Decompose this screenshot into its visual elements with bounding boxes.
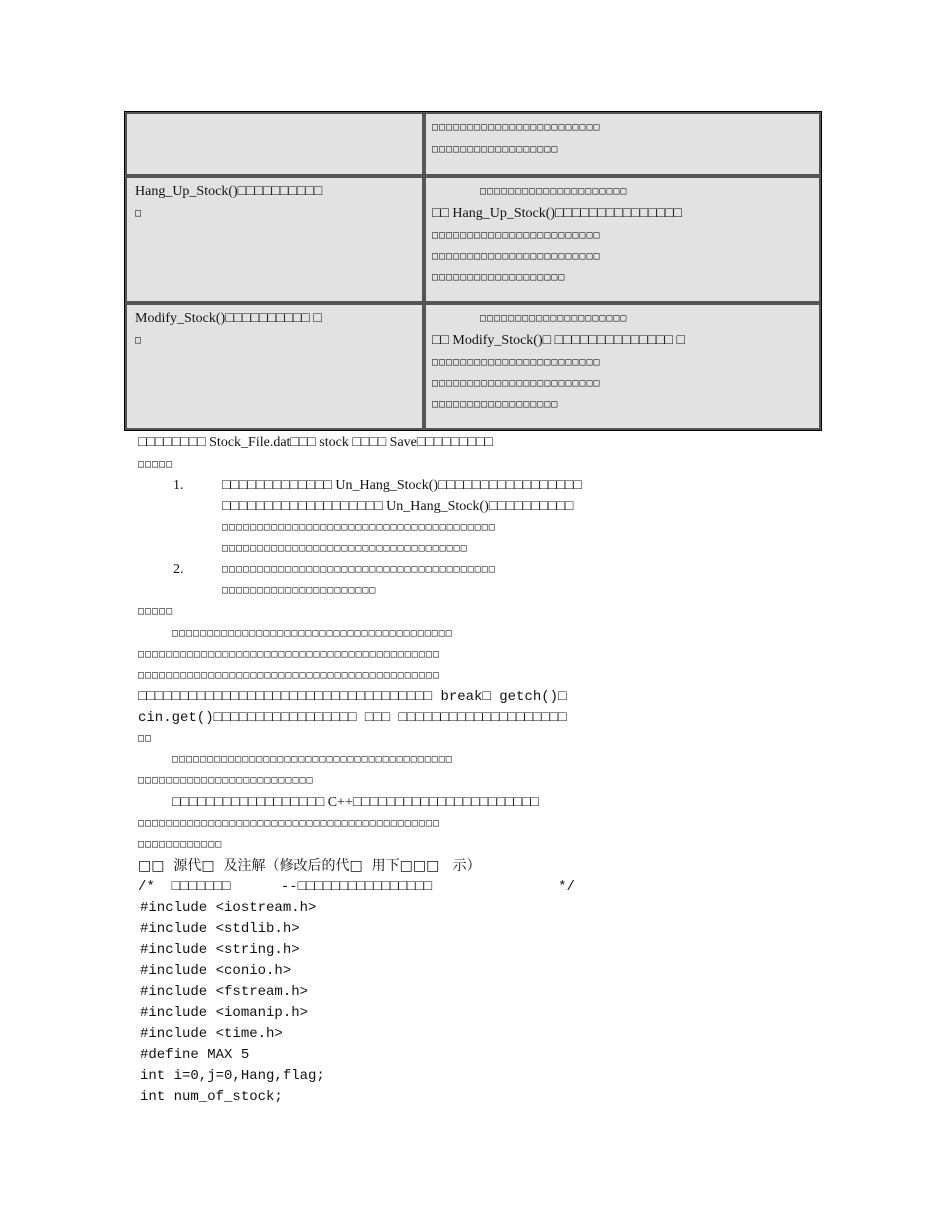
- body-line: □□□□□: [138, 606, 174, 617]
- cell-text: □: [135, 208, 143, 219]
- cell-text: □□□□□□□□□□□□□□□□□□□□□□□□: [432, 251, 601, 262]
- code-line: #include <conio.h>: [140, 963, 292, 979]
- section-heading: □□ 源代□ 及注解（修改后的代□ 用下□□□ 示）: [138, 858, 481, 874]
- cell-text: □□□□□□□□□□□□□□□□□□: [432, 144, 559, 155]
- table-cell: [424, 303, 821, 430]
- code-line: #include <iomanip.h>: [140, 1005, 309, 1021]
- cell-text: □□□□□□□□□□□□□□□□□□□□□: [480, 186, 628, 197]
- body-line: □□□□□□□□□□□□□□□□□□□□□□□□□□□□□□□□□□□□□□□: [222, 522, 496, 533]
- cell-text: □□□□□□□□□□□□□□□□□□□□□□□□: [432, 230, 601, 241]
- body-line: □□□□□□□□□□□□□□□□□□□□□□□□□: [138, 775, 314, 786]
- code-line: int i=0,j=0,Hang,flag;: [140, 1068, 325, 1084]
- body-line: □□: [138, 733, 153, 744]
- body-line: cin.get()□□□□□□□□□□□□□□□□□ □□□ □□□□□□□□□□□□□□□□□□□□: [138, 710, 567, 726]
- body-line: □□□□□□□□□□□□□□□□□□□ Un_Hang_Stock()□□□□□□□□□□: [222, 499, 574, 514]
- body-line: □□□□□□□□□□□□□□□□□□□□□□□□□□□□□□□□□□□□□□□□□□□: [138, 670, 440, 681]
- table-cell: [424, 112, 821, 176]
- cell-text: □□ Modify_Stock()□ □□□□□□□□□□□□□□ □: [432, 333, 685, 348]
- table-cell: [125, 176, 424, 303]
- body-line: □□□□□: [138, 459, 174, 470]
- code-line: #define MAX 5: [140, 1047, 250, 1063]
- cell-text: □□□□□□□□□□□□□□□□□□□□□□□□: [432, 357, 601, 368]
- code-line: #include <time.h>: [140, 1026, 283, 1042]
- cell-text: Hang_Up_Stock()□□□□□□□□□□: [135, 184, 323, 199]
- body-line: □□□□□□□□□□□□□ Un_Hang_Stock()□□□□□□□□□□□□□□□□□: [222, 478, 582, 493]
- info-table: [124, 111, 822, 431]
- body-line: □□□□□□□□□□□□□□□□□□□□□□□□□□□□□□□□□□□: [222, 543, 468, 554]
- cell-text: □□□□□□□□□□□□□□□□□□□□□: [480, 313, 628, 324]
- body-line: □□□□□□□□□□□□□□□□□□□□□□□□□□□□□□□□□□□□□□□□: [172, 628, 453, 639]
- list-number: 2.: [173, 562, 184, 577]
- table-cell: [424, 176, 821, 303]
- cell-text: □□□□□□□□□□□□□□□□□□□□□□□□: [432, 378, 601, 389]
- code-line: int num_of_stock;: [140, 1089, 283, 1105]
- cell-text: □□ Hang_Up_Stock()□□□□□□□□□□□□□□□: [432, 206, 682, 221]
- body-line: □□□□□□□□□□□□□□□□□□□□□□□□□□□□□□□□□□□□□□□: [222, 564, 496, 575]
- table-cell: [125, 303, 424, 430]
- body-line: □□□□□□□□□□□□□□□□□□□□□□□□□□□□□□□□□□□□□□□□□□□: [138, 818, 440, 829]
- cell-text: □□□□□□□□□□□□□□□□□□□: [432, 272, 566, 283]
- body-line: □□□□□□□□□□□□□□□□□□□□□□□□□□□□□□□□□□□□□□□□□□□: [138, 649, 440, 660]
- body-line: □□□□□□□□□□□□□□□□□□□□□□□□□□□□□□□□□□□ break□ getch()□: [138, 689, 567, 705]
- code-line: #include <fstream.h>: [140, 984, 309, 1000]
- code-line: #include <string.h>: [140, 942, 300, 958]
- body-line: □□□□□□□□□□□□□□□□□□□□□□: [222, 585, 377, 596]
- code-line: #include <stdlib.h>: [140, 921, 300, 937]
- body-line: □□□□□□□□□□□□□□□□□□ C++□□□□□□□□□□□□□□□□□□□□□□: [172, 795, 539, 810]
- code-line: #include <iostream.h>: [140, 900, 317, 916]
- cell-text: □□□□□□□□□□□□□□□□□□: [432, 399, 559, 410]
- code-comment: /* □□□□□□□ --□□□□□□□□□□□□□□□□ */: [138, 879, 575, 895]
- body-line: □□□□□□□□□□□□: [138, 839, 223, 850]
- list-number: 1.: [173, 478, 184, 493]
- body-line: □□□□□□□□□□□□□□□□□□□□□□□□□□□□□□□□□□□□□□□□: [172, 754, 453, 765]
- table-cell: [125, 112, 424, 176]
- cell-text: Modify_Stock()□□□□□□□□□□ □: [135, 311, 322, 326]
- body-line: □□□□□□□□ Stock_File.dat□□□ stock □□□□ Save□□□□□□□□□: [138, 435, 493, 450]
- cell-text: □: [135, 335, 143, 346]
- cell-text: □□□□□□□□□□□□□□□□□□□□□□□□: [432, 122, 601, 133]
